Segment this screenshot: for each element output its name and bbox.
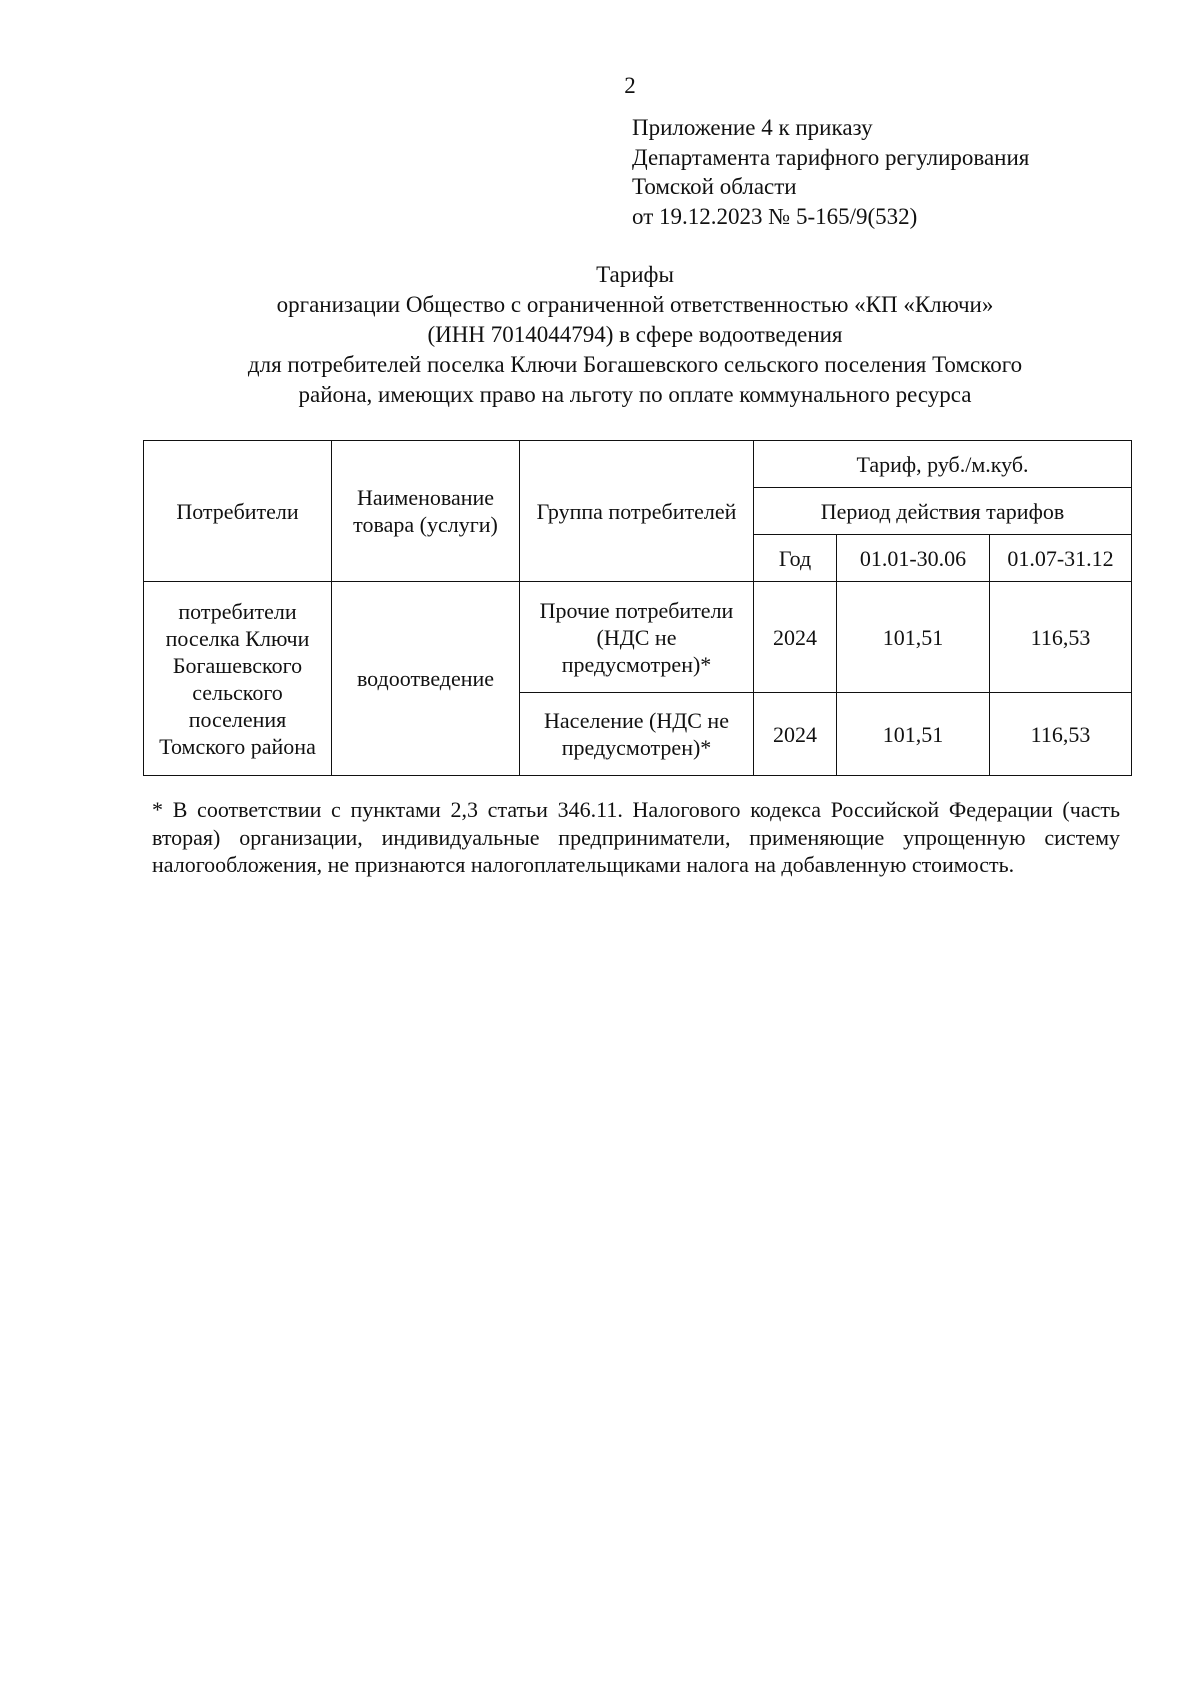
header-year: Год	[754, 535, 837, 582]
tariff-1-cell: 101,51	[837, 693, 990, 776]
appendix-line-4: от 19.12.2023 № 5-165/9(532)	[632, 203, 918, 229]
year-cell: 2024	[754, 582, 837, 693]
appendix-line-1: Приложение 4 к приказу	[632, 115, 873, 140]
title-line-5: района, имеющих право на льготу по оплате коммунального ресурса	[298, 382, 972, 407]
footnote: * В соответствии с пунктами 2,3 статьи 346.11. Налогового кодекса Российской Федерации (часть вторая) организации, индивидуальные предприниматели, применяющие упрощенную систему налогообложения, не признаются налогоплательщиками налога на добавленную стоимость.	[152, 797, 1120, 877]
header-tariff: Тариф, руб./м.куб.	[754, 441, 1132, 488]
appendix-line-2: Департамента тарифного регулирования	[632, 144, 1030, 170]
appendix-reference	[632, 113, 1029, 231]
header-period-2: 01.07-31.12	[990, 535, 1132, 582]
tariff-1-cell: 101,51	[837, 582, 990, 693]
header-period: Период действия тарифов	[754, 488, 1132, 535]
title-line-1: Тарифы	[596, 262, 674, 287]
year-cell: 2024	[754, 693, 837, 776]
consumers-cell: потребители поселка Ключи Богашевского сельского поселения Томского района	[144, 582, 332, 776]
header-service-name: Наименование товара (услуги)	[332, 441, 520, 582]
page-number: 2	[624, 73, 636, 98]
title-line-4: для потребителей поселка Ключи Богашевского сельского поселения Томского	[247, 352, 1023, 377]
appendix-line-3: Томской области	[632, 174, 797, 199]
tariff-2-cell: 116,53	[990, 693, 1132, 776]
title-line-2: организации Общество с ограниченной ответственностью «КП «Ключи»	[276, 292, 994, 317]
header-consumers: Потребители	[144, 441, 332, 582]
title-line-3: (ИНН 7014044794) в сфере водоотведения	[427, 322, 843, 347]
header-consumer-group: Группа потребителей	[520, 441, 754, 582]
header-period-1: 01.01-30.06	[837, 535, 990, 582]
group-cell: Прочие потребители (НДС не предусмотрен)*	[520, 582, 754, 693]
tariff-2-cell: 116,53	[990, 582, 1132, 693]
group-cell: Население (НДС не предусмотрен)*	[520, 693, 754, 776]
document-title	[140, 260, 1130, 410]
table-row	[144, 582, 1132, 693]
tariff-table	[143, 440, 1132, 776]
service-cell: водоотведение	[332, 582, 520, 776]
